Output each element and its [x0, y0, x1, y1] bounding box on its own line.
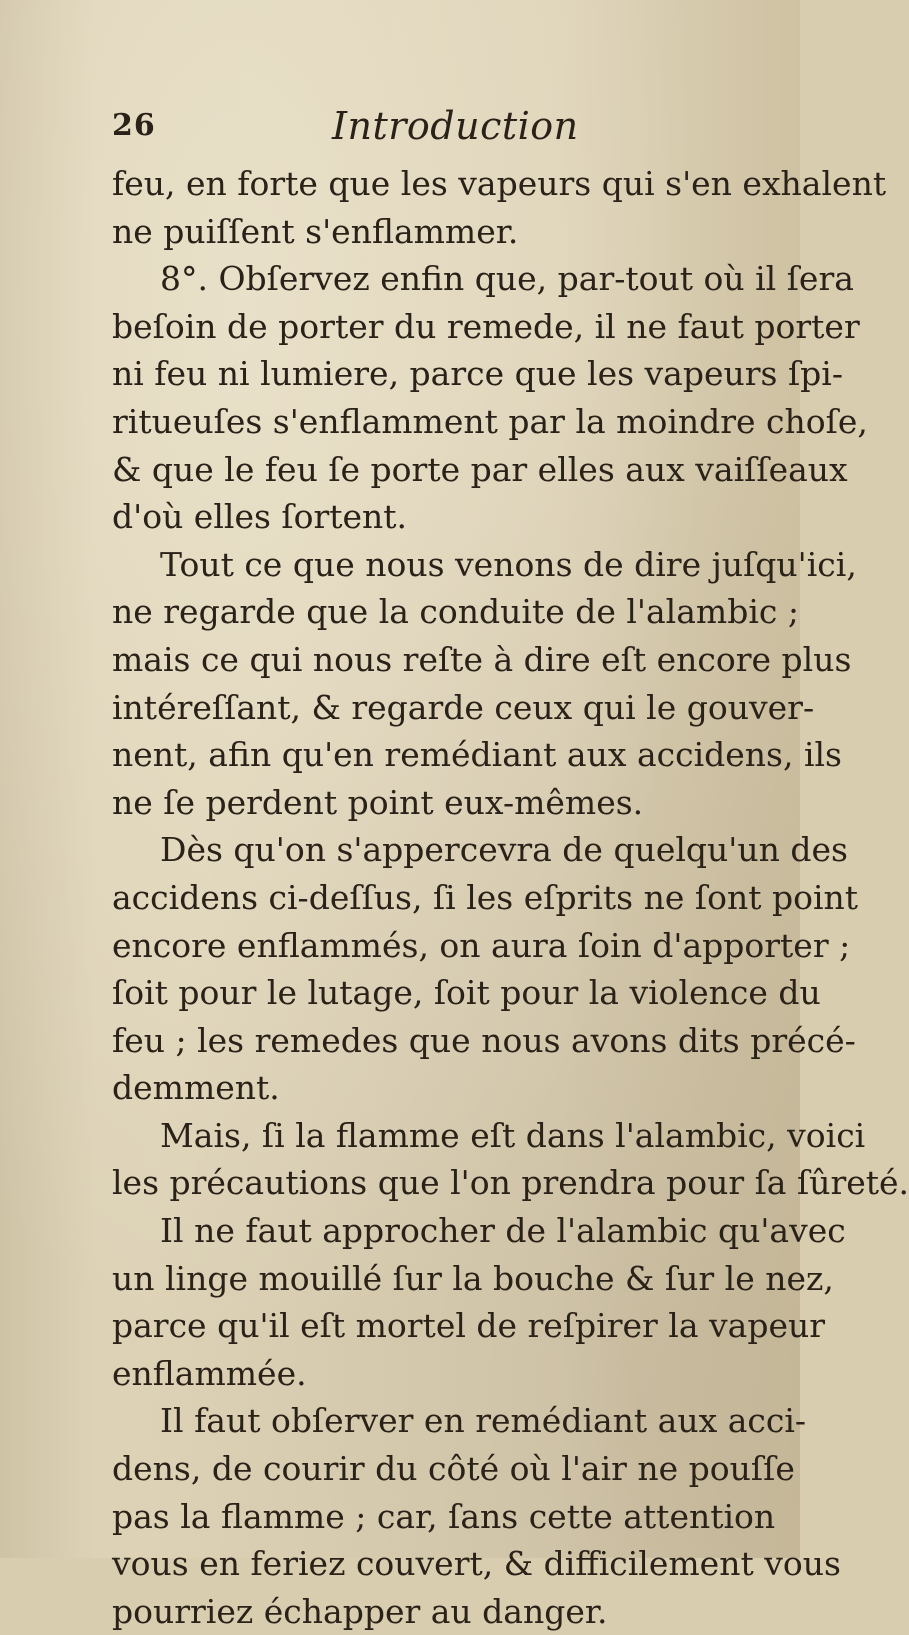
text-line: encore enflammés, on aura ſoin d'apporter ; [112, 925, 851, 965]
text-line: Il ne faut approcher de l'alambic qu'avec [160, 1211, 846, 1251]
page-number: 26 [112, 108, 156, 143]
text-line: vous en feriez couvert, & difficilement vous [112, 1544, 841, 1584]
text-line: un linge mouillé ſur la bouche & ſur le nez, [112, 1258, 834, 1298]
text-line: parce qu'il eſt mortel de reſpirer la vapeur [112, 1306, 826, 1346]
running-head: Introduction [332, 104, 579, 148]
page-header [112, 104, 752, 154]
text-line: les précautions que l'on prendra pour ſa ſûreté. [112, 1163, 909, 1203]
text-line: Dès qu'on s'appercevra de quelqu'un des [160, 830, 848, 870]
text-line: Tout ce que nous venons de dire juſqu'ici, [160, 544, 857, 584]
text-line: nent, afin qu'en remédiant aux accidens, ils [112, 735, 842, 775]
text-line: Mais, ſi la flamme eſt dans l'alambic, voici [160, 1115, 866, 1155]
text-line: ne puiſſent s'enflammer. [112, 211, 519, 251]
text-line: ni feu ni lumiere, parce que les vapeurs ſpi- [112, 354, 843, 394]
text-line: mais ce qui nous reſte à dire eſt encore plus [112, 639, 852, 679]
text-line: feu ; les remedes que nous avons dits précé- [112, 1020, 856, 1060]
text-line: ſoit pour le lutage, ſoit pour la violence du [112, 973, 821, 1013]
text-line: 8°. Obſervez enfin que, par-tout où il ſera [160, 259, 854, 299]
text-line: accidens ci-deſſus, ſi les eſprits ne ſont point [112, 877, 859, 917]
text-line: pourriez échapper au danger. [112, 1591, 608, 1631]
text-line: & que le feu ſe porte par elles aux vaiſſeaux [112, 449, 848, 489]
text-line: dens, de courir du côté où l'air ne pouſſe [112, 1449, 795, 1489]
text-line: ne regarde que la conduite de l'alambic ; [112, 592, 799, 632]
body-text [112, 160, 909, 1635]
text-line: feu, en forte que les vapeurs qui s'en exhalent [112, 164, 887, 203]
text-line: ritueuſes s'enflamment par la moindre choſe, [112, 401, 868, 441]
text-line: d'où elles ſortent. [112, 497, 408, 537]
text-line: demment. [112, 1068, 280, 1108]
text-line: ne ſe perdent point eux-mêmes. [112, 782, 644, 822]
text-line: enflammée. [112, 1353, 307, 1393]
text-line: Il faut obſerver en remédiant aux acci- [160, 1401, 807, 1441]
text-line: beſoin de porter du remede, il ne faut porter [112, 306, 860, 346]
text-line: intéreſſant, & regarde ceux qui le gouver- [112, 687, 815, 727]
text-line: pas la flamme ; car, ſans cette attention [112, 1496, 776, 1536]
